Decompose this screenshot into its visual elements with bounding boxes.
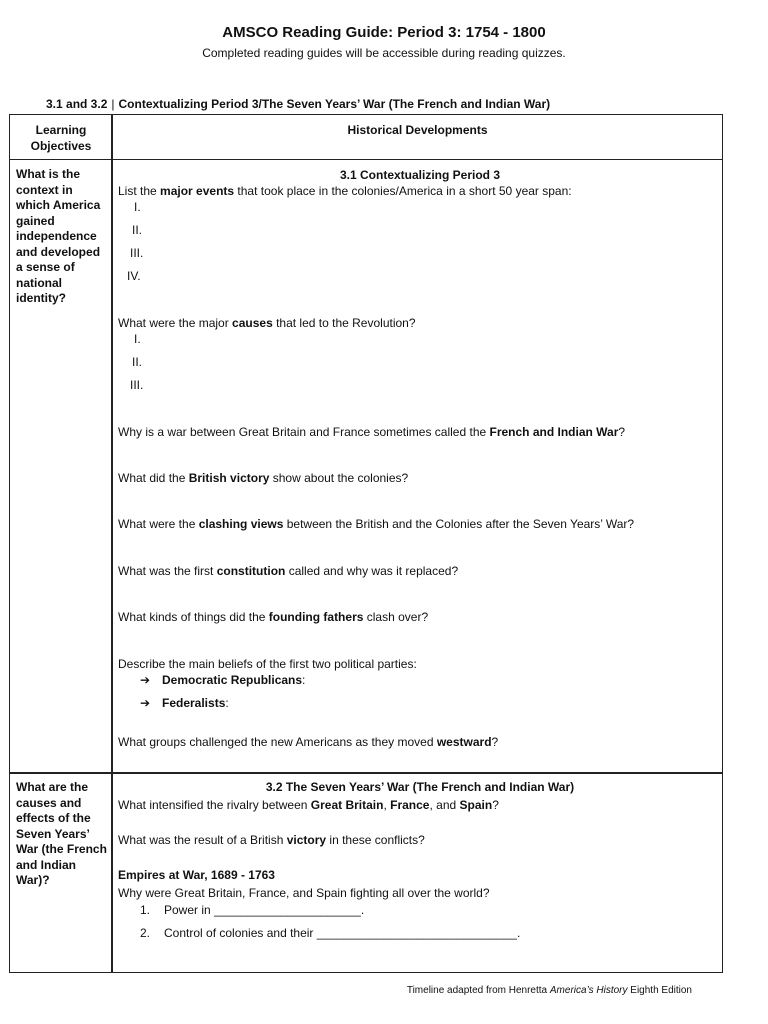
events-item-3: III. bbox=[130, 246, 144, 260]
section-separator: | bbox=[111, 97, 115, 111]
question-political-parties: Describe the main beliefs of the first two political parties: bbox=[118, 657, 417, 671]
party-federalists: ➔ Federalists: bbox=[140, 696, 229, 710]
arrow-icon: ➔ bbox=[140, 673, 151, 687]
question-rivalry: What intensified the rivalry between Great Britain, France, and Spain? bbox=[118, 798, 499, 812]
question-constitution: What was the first constitution called and why was it replaced? bbox=[118, 564, 459, 578]
row2-title: 3.2 The Seven Years’ War (The French and Indian War) bbox=[265, 780, 575, 794]
table-row-divider bbox=[9, 772, 723, 774]
fighting-item-1: 1. Power in ______________________. bbox=[140, 903, 365, 917]
question-french-indian-war: Why is a war between Great Britain and France sometimes called the French and Indian War? bbox=[118, 425, 626, 439]
empires-heading: Empires at War, 1689 - 1763 bbox=[118, 868, 275, 882]
page-subtitle: Completed reading guides will be accessible during reading quizzes. bbox=[202, 46, 566, 60]
events-item-1: I. bbox=[134, 200, 141, 214]
question-major-events: List the major events that took place in the colonies/America in a short 50 year span: bbox=[118, 184, 572, 198]
table-border-bottom bbox=[9, 972, 723, 973]
question-founding-fathers: What kinds of things did the founding fathers clash over? bbox=[118, 610, 429, 624]
causes-item-1: I. bbox=[134, 332, 141, 346]
fighting-item-2: 2. Control of colonies and their ______________________________. bbox=[140, 926, 521, 940]
table-border-top bbox=[9, 114, 723, 115]
question-british-victory: What did the British victory show about the colonies? bbox=[118, 471, 409, 485]
question-fighting: Why were Great Britain, France, and Spain fighting all over the world? bbox=[118, 886, 490, 900]
footer-credit: Timeline adapted from Henretta America’s History Eighth Edition bbox=[406, 985, 692, 996]
causes-item-3: III. bbox=[130, 378, 144, 392]
question-british-victory-result: What was the result of a British victory in these conflicts? bbox=[118, 833, 425, 847]
table-border-right bbox=[722, 114, 723, 973]
section-name: Contextualizing Period 3/The Seven Years’ War (The French and Indian War) bbox=[118, 97, 551, 111]
causes-item-2: II. bbox=[132, 355, 143, 369]
table-column-divider bbox=[111, 114, 113, 973]
row1-title: 3.1 Contextualizing Period 3 bbox=[339, 168, 501, 182]
question-causes: What were the major causes that led to the Revolution? bbox=[118, 316, 416, 330]
objective-row1: What is the context in which America gained independence and developed a sense of national identity? bbox=[16, 167, 101, 305]
table-header-divider bbox=[9, 159, 723, 160]
header-learning-objectives: Learning Objectives bbox=[30, 123, 92, 153]
page-title: AMSCO Reading Guide: Period 3: 1754 - 1800 bbox=[222, 24, 546, 41]
question-clashing-views: What were the clashing views between the British and the Colonies after the Seven Years’ War? bbox=[118, 517, 635, 531]
arrow-icon: ➔ bbox=[140, 696, 151, 710]
events-item-2: II. bbox=[132, 223, 143, 237]
section-number: 3.1 and 3.2 bbox=[46, 97, 108, 111]
events-item-4: IV. bbox=[127, 269, 141, 283]
objective-row2: What are the causes and effects of the Seven Years’ War (the French and Indian War)? bbox=[16, 780, 107, 887]
question-westward: What groups challenged the new Americans as they moved westward? bbox=[118, 735, 499, 749]
table-border-left bbox=[9, 114, 10, 973]
party-democratic-republicans: ➔ Democratic Republicans: bbox=[140, 673, 306, 687]
section-heading bbox=[46, 97, 550, 111]
header-historical-developments: Historical Developments bbox=[347, 123, 488, 137]
